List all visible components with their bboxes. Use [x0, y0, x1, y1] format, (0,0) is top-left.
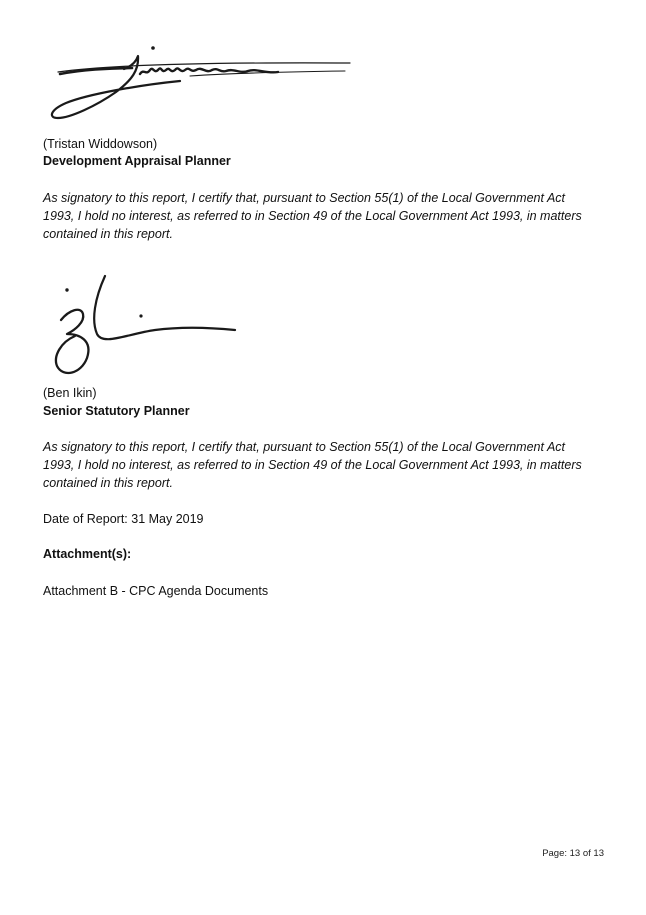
- signatory-name: (Tristan Widdowson): [43, 137, 158, 151]
- signatory-title: Development Appraisal Planner: [43, 154, 231, 168]
- statement-line: 1993, I hold no interest, as referred to in Section 49 of the Local Government Act 1993, in matters: [43, 209, 582, 223]
- signatory-title: Senior Statutory Planner: [43, 404, 190, 418]
- certification-statement: [43, 189, 613, 243]
- statement-line: 1993, I hold no interest, as referred to in Section 49 of the Local Government Act 1993, in matters: [43, 458, 582, 472]
- signature-widdowson: [40, 40, 360, 125]
- attachment-item: Attachment B - CPC Agenda Documents: [43, 584, 269, 598]
- statement-line: contained in this report.: [43, 476, 173, 490]
- statement-line: contained in this report.: [43, 227, 173, 241]
- attachments-heading: Attachment(s):: [43, 547, 132, 561]
- statement-line: As signatory to this report, I certify that, pursuant to Section 55(1) of the Local Government Act: [43, 440, 566, 454]
- certification-statement: [43, 438, 613, 492]
- signature-ikin: [45, 268, 245, 383]
- report-date: Date of Report: 31 May 2019: [43, 512, 204, 526]
- page-number: Page: 13 of 13: [542, 848, 604, 859]
- statement-line: As signatory to this report, I certify that, pursuant to Section 55(1) of the Local Government Act: [43, 191, 566, 205]
- signatory-name: (Ben Ikin): [43, 386, 97, 400]
